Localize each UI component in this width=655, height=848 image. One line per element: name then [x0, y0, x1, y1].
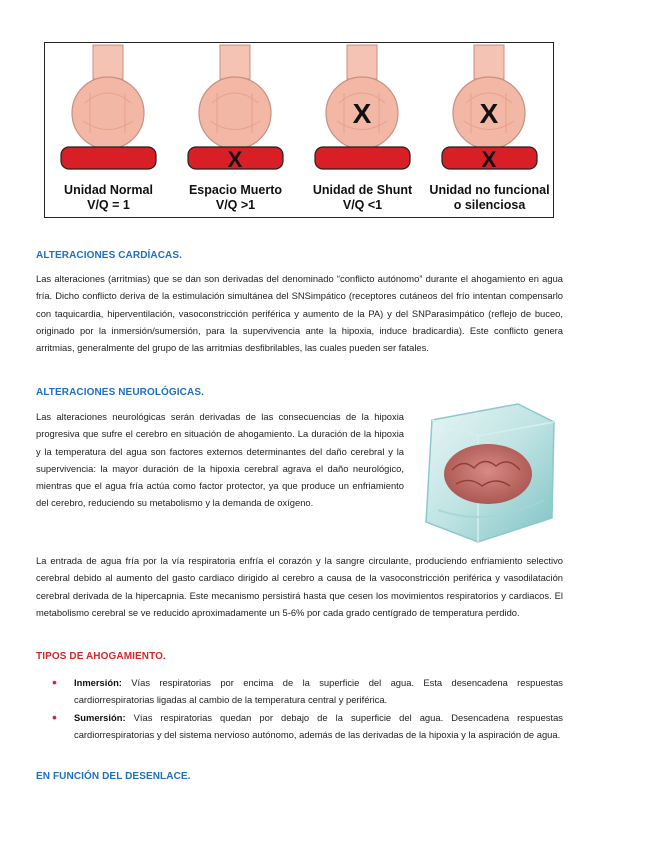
- drowning-types-list: [52, 674, 563, 743]
- alveolus-block-x-icon: X: [352, 98, 372, 129]
- vessel-block-x-icon: X: [481, 147, 497, 172]
- brain-in-ice-image: [418, 400, 560, 546]
- unit-shunt: [299, 43, 426, 217]
- unit-dead-space: [172, 43, 299, 217]
- bullet-icon: •: [52, 708, 57, 725]
- heading-cardiac: ALTERACIONES CARDÍACAS.: [36, 250, 183, 261]
- heading-outcome: EN FUNCIÓN DEL DESENLACE.: [36, 771, 191, 782]
- list-item: [52, 708, 563, 744]
- alveolus-block-x-icon: X: [479, 98, 499, 129]
- alveolus-vessel-illustration: [45, 43, 172, 183]
- unit-title: Unidad no funcional: [429, 183, 550, 197]
- unit-nonfunctional: [426, 43, 553, 217]
- alveolus-vessel-illustration: [299, 43, 426, 183]
- alveolus-vessel-illustration: [426, 43, 553, 183]
- vessel-block-x-icon: X: [227, 147, 243, 172]
- unit-normal: [45, 43, 172, 217]
- paragraph-neuro-1: Las alteraciones neurológicas serán derivadas de las consecuencias de la hipoxia progresiva que sufre el cerebro en situación de ahogamiento. La duración de la hipoxia y la temperatura del agua son factores externos determinantes del daño cerebral y la supervivencia: la mayor duración de la hipoxia cerebral agrava el daño neurológico, mientras que el agua fría actúa como factor protector, ya que produce un enfriamiento del cerebro, reduciendo su metabolismo y la demanda de oxígeno.: [36, 411, 404, 509]
- heading-neuro: ALTERACIONES NEUROLÓGICAS.: [36, 387, 204, 398]
- unit-title: Unidad Normal: [64, 183, 153, 197]
- heading-drowning-types: TIPOS DE AHOGAMIENTO.: [36, 651, 166, 662]
- unit-ratio: V/Q >1: [215, 198, 256, 212]
- bullet-icon: •: [52, 674, 57, 690]
- unit-ratio: o silenciosa: [453, 198, 526, 212]
- paragraph-neuro-2: La entrada de agua fría por la vía respiratoria enfría el corazón y la sangre circulante, produciendo enfriamiento selectivo cerebral debido al aumento del gasto cardiaco dirigido al cerebro a causa de la vasoconstricción periférica y vasodilatación cerebral derivada de la hipercapnia. Este mecanismo persistirá hasta que cesen los movimientos respiratorios y cardiacos. El metabolismo cerebral se ve reducido aproximadamente un 5-6% por cada grado centígrado de temperatura perdido.: [36, 555, 563, 618]
- definition-text: Vías respiratorias por encima de la superficie del agua. Esta desencadena respuestas cardiorrespiratorias ligadas al cambio de la temperatura central y periférica.: [74, 677, 563, 706]
- definition-text: Vías respiratorias quedan por debajo de la superficie del agua. Desencadena respuestas cardiorrespiratorias y del sistema nervioso autónomo, además de las derivadas de la hipoxia y la aspiración de agua.: [74, 711, 563, 740]
- unit-title: Espacio Muerto: [188, 183, 283, 197]
- list-item: [52, 674, 563, 709]
- term-immersion: Inmersión:: [74, 677, 122, 688]
- paragraph-cardiac: Las alteraciones (arritmias) que se dan son derivadas del denominado “conflicto autónomo” durante el ahogamiento en agua fría. Dicho conflicto deriva de la estimulación simultánea del SNSimpático (receptores cutáneos del frío intentan compensarlo con taquicardia, hiperventilación, vasoconstricción periférica y aumento de la PA) y del SNParasimpático (reflejo de buceo, originado por la inmersión/sumersión, para la supervivencia ante la hipoxia, induce bradicardia). Este conflicto genera arritmias, generalmente del grupo de las arritmias desfibrilables, las cuales pueden ser fatales.: [36, 273, 563, 354]
- term-submersion: Sumersión:: [74, 711, 126, 723]
- alveolus-vessel-illustration: [172, 43, 299, 183]
- unit-ratio: V/Q <1: [342, 198, 383, 212]
- unit-title: Unidad de Shunt: [312, 183, 413, 197]
- unit-ratio: V/Q = 1: [87, 198, 130, 212]
- vq-units-figure: [44, 42, 554, 218]
